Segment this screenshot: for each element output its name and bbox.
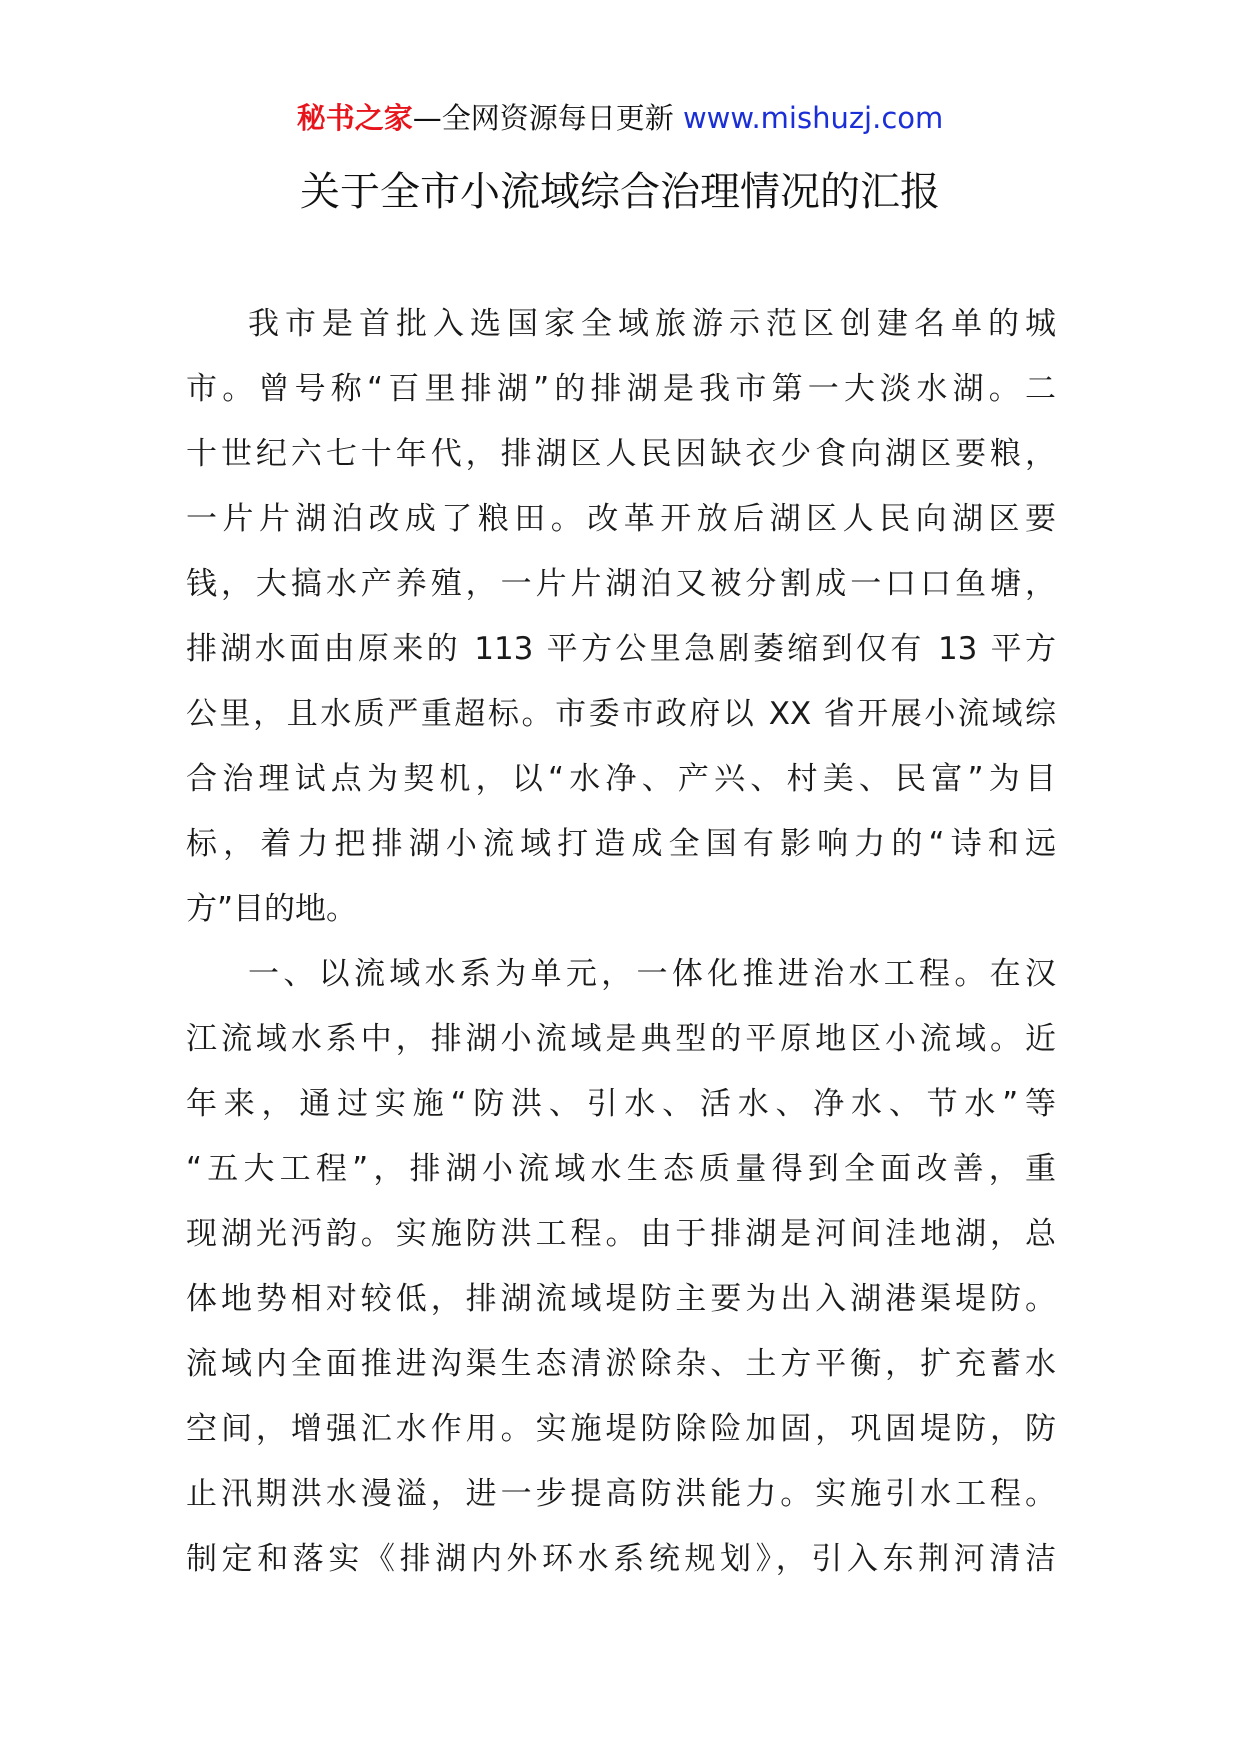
site-tagline: —全网资源每日更新 (412, 101, 674, 135)
paragraph-line: 年来，通过实施“防洪、引水、活水、净水、节水”等 (186, 1086, 1056, 1122)
site-url-link[interactable]: www.mishuzj.com (682, 101, 944, 135)
paragraph-line: 我市是首批入选国家全域旅游示范区创建名单的城 (248, 306, 1056, 342)
paragraph-line: 江流域水系中，排湖小流域是典型的平原地区小流域。近 (186, 1021, 1056, 1057)
paragraph-line: 公里，且水质严重超标。市委市政府以 XX 省开展小流域综 (186, 696, 1056, 732)
paragraph-line: 制定和落实《排湖内外环水系统规划》，引入东荆河清洁 (186, 1541, 1056, 1577)
site-brand: 秘书之家 (296, 101, 413, 135)
paragraph-line: 市。曾号称“百里排湖”的排湖是我市第一大淡水湖。二 (186, 371, 1056, 407)
document-body (186, 292, 1056, 1592)
paragraph-line: 一片片湖泊改成了粮田。改革开放后湖区人民向湖区要 (186, 501, 1056, 537)
section-heading-line: 一、以流域水系为单元，一体化推进治水工程。在汉 (248, 956, 1056, 992)
paragraph-line: 方”目的地。 (186, 891, 358, 927)
paragraph-line: 流域内全面推进沟渠生态清淤除杂、土方平衡，扩充蓄水 (186, 1346, 1056, 1382)
paragraph-line: “五大工程”，排湖小流域水生态质量得到全面改善，重 (186, 1151, 1056, 1187)
paragraph-line: 现湖光沔韵。实施防洪工程。由于排湖是河间洼地湖，总 (186, 1216, 1056, 1252)
paragraph-line: 十世纪六七十年代，排湖区人民因缺衣少食向湖区要粮， (186, 436, 1056, 472)
paragraph-line: 标，着力把排湖小流域打造成全国有影响力的“诗和远 (186, 826, 1056, 862)
document-title: 关于全市小流域综合治理情况的汇报 (300, 169, 940, 215)
site-header (0, 98, 1240, 138)
paragraph-line: 合治理试点为契机，以“水净、产兴、村美、民富”为目 (186, 761, 1056, 797)
paragraph-line: 钱，大搞水产养殖，一片片湖泊又被分割成一口口鱼塘， (186, 566, 1056, 602)
paragraph-line: 体地势相对较低，排湖流域堤防主要为出入湖港渠堤防。 (186, 1281, 1056, 1317)
paragraph-line: 空间，增强汇水作用。实施堤防除险加固，巩固堤防，防 (186, 1411, 1056, 1447)
paragraph-line: 排湖水面由原来的 113 平方公里急剧萎缩到仅有 13 平方 (186, 631, 1056, 667)
paragraph-line: 止汛期洪水漫溢，进一步提高防洪能力。实施引水工程。 (186, 1476, 1056, 1512)
